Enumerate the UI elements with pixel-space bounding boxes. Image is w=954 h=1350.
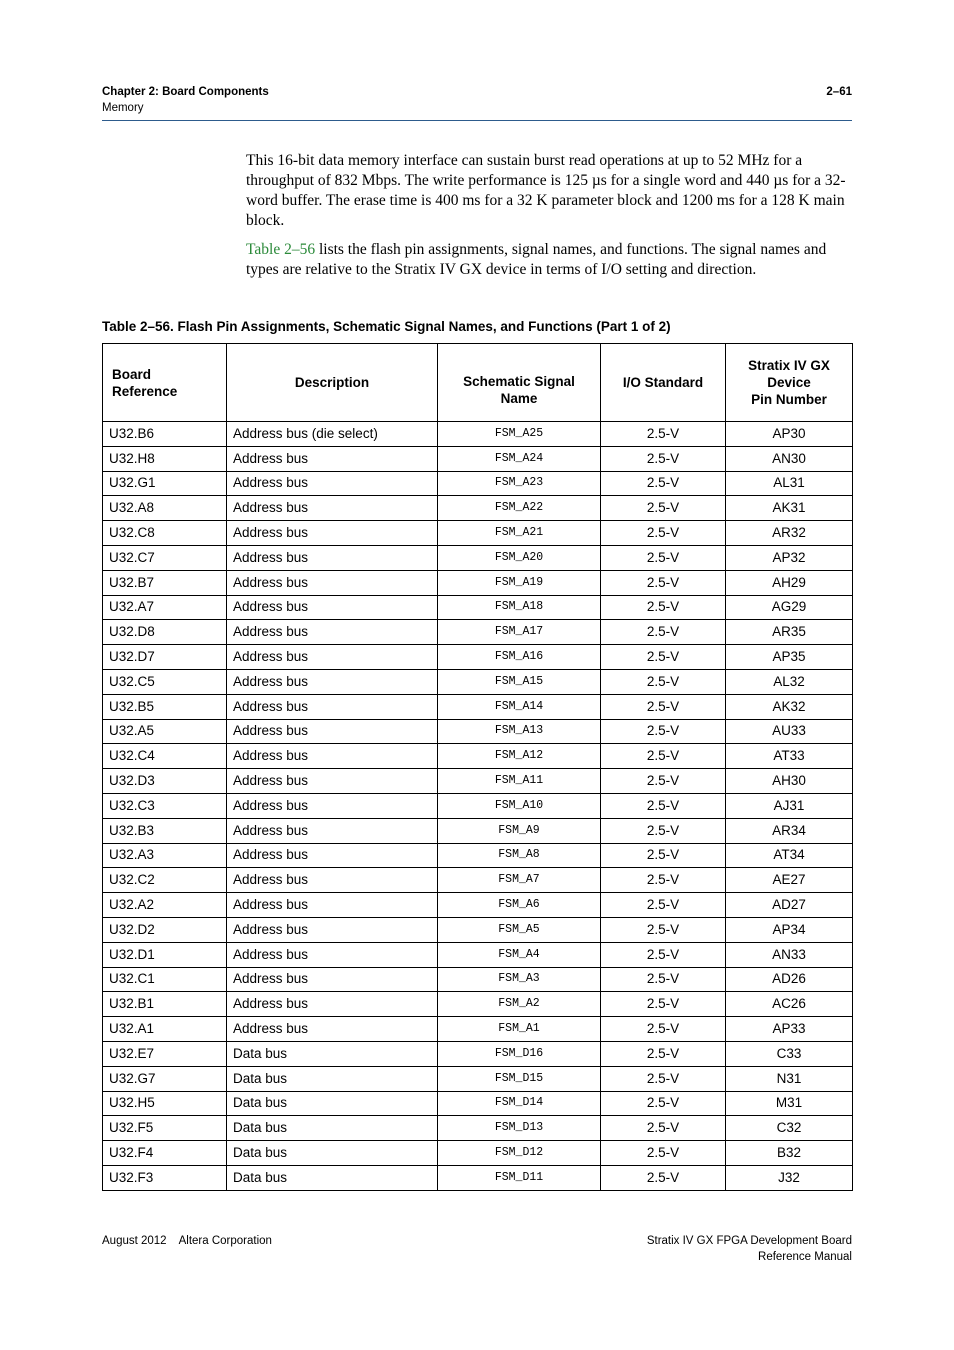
cell-board-reference: U32.A3 (103, 843, 227, 868)
column-header-board-reference: Board Reference (103, 344, 227, 422)
column-header-description: Description (227, 344, 438, 422)
table-row (103, 570, 853, 595)
cell-pin-number: AL32 (726, 669, 853, 694)
cell-io-standard: 2.5-V (601, 917, 726, 942)
cell-pin-number: J32 (726, 1165, 853, 1190)
table-cross-reference-link[interactable]: Table 2–56 (246, 241, 316, 258)
footer-left (102, 1233, 272, 1249)
cell-signal-name: FSM_A12 (438, 744, 601, 769)
body-paragraph-1: This 16-bit data memory interface can sustain burst read operations at up to 52 MHz for a throughput of 832 Mbps. The write performance is 125 µs for a single word and 440 µs for a 32-word buffer. The erase time is 400 ms for a 32 K parameter block and 1200 ms for a 128 K main block. (246, 152, 846, 229)
cell-pin-number: C32 (726, 1116, 853, 1141)
cell-description: Address bus (227, 744, 438, 769)
cell-pin-number: AU33 (726, 719, 853, 744)
cell-io-standard: 2.5-V (601, 422, 726, 447)
cell-description: Address bus (227, 620, 438, 645)
table-row (103, 1091, 853, 1116)
cell-pin-number: AC26 (726, 992, 853, 1017)
running-header (102, 84, 269, 116)
cell-io-standard: 2.5-V (601, 669, 726, 694)
cell-signal-name: FSM_A24 (438, 446, 601, 471)
cell-board-reference: U32.E7 (103, 1041, 227, 1066)
table-row (103, 1041, 853, 1066)
cell-pin-number: AK32 (726, 694, 853, 719)
table-row (103, 1165, 853, 1190)
cell-io-standard: 2.5-V (601, 1165, 726, 1190)
cell-description: Data bus (227, 1141, 438, 1166)
cell-signal-name: FSM_A13 (438, 719, 601, 744)
cell-io-standard: 2.5-V (601, 992, 726, 1017)
cell-pin-number: B32 (726, 1141, 853, 1166)
cell-board-reference: U32.F4 (103, 1141, 227, 1166)
cell-signal-name: FSM_A9 (438, 818, 601, 843)
cell-board-reference: U32.A2 (103, 893, 227, 918)
cell-description: Address bus (227, 967, 438, 992)
cell-description: Address bus (227, 545, 438, 570)
cell-description: Data bus (227, 1041, 438, 1066)
cell-io-standard: 2.5-V (601, 1091, 726, 1116)
cell-signal-name: FSM_A6 (438, 893, 601, 918)
cell-pin-number: AG29 (726, 595, 853, 620)
cell-board-reference: U32.C7 (103, 545, 227, 570)
table-row (103, 645, 853, 670)
cell-pin-number: N31 (726, 1066, 853, 1091)
body-paragraph-2 (246, 240, 852, 280)
table-row (103, 1066, 853, 1091)
cell-description: Address bus (227, 645, 438, 670)
pin-header-line-1: Stratix IV GX (748, 358, 830, 373)
cell-board-reference: U32.C3 (103, 793, 227, 818)
cell-board-reference: U32.A5 (103, 719, 227, 744)
table-row (103, 893, 853, 918)
cell-io-standard: 2.5-V (601, 446, 726, 471)
table-row (103, 942, 853, 967)
table-row (103, 1017, 853, 1042)
table-row (103, 595, 853, 620)
cell-signal-name: FSM_A19 (438, 570, 601, 595)
body-paragraph-2-text: lists the flash pin assignments, signal names, and functions. The signal names and types are relative to the Stratix IV GX device in terms of I/O setting and direction. (246, 241, 827, 278)
table-header-row (103, 344, 853, 422)
cell-signal-name: FSM_A7 (438, 868, 601, 893)
cell-board-reference: U32.A1 (103, 1017, 227, 1042)
cell-board-reference: U32.B3 (103, 818, 227, 843)
cell-io-standard: 2.5-V (601, 1017, 726, 1042)
pin-header-line-2: Device (767, 375, 811, 390)
cell-signal-name: FSM_D16 (438, 1041, 601, 1066)
cell-description: Data bus (227, 1165, 438, 1190)
table-row (103, 917, 853, 942)
cell-board-reference: U32.D1 (103, 942, 227, 967)
table-row (103, 1116, 853, 1141)
cell-signal-name: FSM_A10 (438, 793, 601, 818)
cell-io-standard: 2.5-V (601, 595, 726, 620)
cell-board-reference: U32.C8 (103, 521, 227, 546)
footer-right (647, 1233, 852, 1265)
cell-pin-number: AJ31 (726, 793, 853, 818)
cell-description: Address bus (227, 942, 438, 967)
table-body (103, 422, 853, 1191)
cell-signal-name: FSM_A16 (438, 645, 601, 670)
cell-board-reference: U32.B5 (103, 694, 227, 719)
cell-description: Address bus (227, 793, 438, 818)
cell-board-reference: U32.B1 (103, 992, 227, 1017)
cell-io-standard: 2.5-V (601, 1041, 726, 1066)
cell-description: Address bus (227, 769, 438, 794)
cell-io-standard: 2.5-V (601, 818, 726, 843)
cell-description: Address bus (227, 719, 438, 744)
cell-signal-name: FSM_A15 (438, 669, 601, 694)
table-row (103, 446, 853, 471)
cell-board-reference: U32.F5 (103, 1116, 227, 1141)
cell-io-standard: 2.5-V (601, 769, 726, 794)
cell-board-reference: U32.C1 (103, 967, 227, 992)
cell-signal-name: FSM_D15 (438, 1066, 601, 1091)
column-header-io-standard: I/O Standard (601, 344, 726, 422)
cell-pin-number: AP30 (726, 422, 853, 447)
flash-pin-table (102, 343, 853, 1191)
table-row (103, 545, 853, 570)
cell-signal-name: FSM_A1 (438, 1017, 601, 1042)
cell-description: Address bus (227, 669, 438, 694)
cell-signal-name: FSM_A23 (438, 471, 601, 496)
cell-pin-number: AL31 (726, 471, 853, 496)
cell-io-standard: 2.5-V (601, 1141, 726, 1166)
cell-board-reference: U32.D7 (103, 645, 227, 670)
cell-signal-name: FSM_A8 (438, 843, 601, 868)
cell-description: Data bus (227, 1091, 438, 1116)
cell-signal-name: FSM_A5 (438, 917, 601, 942)
pin-header-line-3: Pin Number (751, 392, 827, 407)
cell-signal-name: FSM_D14 (438, 1091, 601, 1116)
cell-pin-number: AP33 (726, 1017, 853, 1042)
cell-signal-name: FSM_A21 (438, 521, 601, 546)
table-row (103, 793, 853, 818)
table-row (103, 694, 853, 719)
footer-doc-title-line-2: Reference Manual (758, 1251, 852, 1263)
cell-pin-number: AE27 (726, 868, 853, 893)
cell-signal-name: FSM_D12 (438, 1141, 601, 1166)
cell-pin-number: AP32 (726, 545, 853, 570)
cell-io-standard: 2.5-V (601, 570, 726, 595)
cell-signal-name: FSM_A14 (438, 694, 601, 719)
cell-io-standard: 2.5-V (601, 744, 726, 769)
cell-io-standard: 2.5-V (601, 521, 726, 546)
table-row (103, 992, 853, 1017)
cell-description: Address bus (227, 521, 438, 546)
chapter-title: Chapter 2: Board Components (102, 86, 269, 98)
cell-signal-name: FSM_A2 (438, 992, 601, 1017)
table-row (103, 620, 853, 645)
cell-board-reference: U32.C2 (103, 868, 227, 893)
cell-signal-name: FSM_A25 (438, 422, 601, 447)
cell-pin-number: AK31 (726, 496, 853, 521)
footer-date: August 2012 (102, 1235, 167, 1247)
cell-description: Address bus (227, 471, 438, 496)
cell-signal-name: FSM_A11 (438, 769, 601, 794)
cell-pin-number: AD26 (726, 967, 853, 992)
cell-pin-number: AD27 (726, 893, 853, 918)
cell-io-standard: 2.5-V (601, 645, 726, 670)
cell-io-standard: 2.5-V (601, 719, 726, 744)
cell-pin-number: AR34 (726, 818, 853, 843)
cell-description: Address bus (227, 496, 438, 521)
header-divider (102, 120, 852, 121)
cell-io-standard: 2.5-V (601, 1116, 726, 1141)
cell-signal-name: FSM_D13 (438, 1116, 601, 1141)
cell-pin-number: AH30 (726, 769, 853, 794)
cell-board-reference: U32.H5 (103, 1091, 227, 1116)
cell-io-standard: 2.5-V (601, 942, 726, 967)
table-row (103, 818, 853, 843)
table-row (103, 496, 853, 521)
cell-pin-number: AT34 (726, 843, 853, 868)
cell-board-reference: U32.G7 (103, 1066, 227, 1091)
cell-pin-number: M31 (726, 1091, 853, 1116)
table-caption: Table 2–56. Flash Pin Assignments, Schematic Signal Names, and Functions (Part 1 of 2) (102, 319, 671, 334)
table-row (103, 719, 853, 744)
cell-board-reference: U32.C4 (103, 744, 227, 769)
cell-io-standard: 2.5-V (601, 496, 726, 521)
cell-description: Address bus (227, 917, 438, 942)
cell-io-standard: 2.5-V (601, 843, 726, 868)
cell-io-standard: 2.5-V (601, 868, 726, 893)
cell-pin-number: C33 (726, 1041, 853, 1066)
table-row (103, 868, 853, 893)
table-row (103, 769, 853, 794)
cell-description: Address bus (227, 992, 438, 1017)
cell-signal-name: FSM_A22 (438, 496, 601, 521)
cell-pin-number: AR35 (726, 620, 853, 645)
page-number: 2–61 (826, 86, 852, 98)
cell-description: Address bus (227, 694, 438, 719)
cell-board-reference: U32.G1 (103, 471, 227, 496)
cell-description: Data bus (227, 1116, 438, 1141)
cell-description: Address bus (227, 868, 438, 893)
cell-description: Address bus (227, 446, 438, 471)
cell-description: Address bus (227, 843, 438, 868)
cell-description: Address bus (227, 818, 438, 843)
cell-board-reference: U32.A7 (103, 595, 227, 620)
cell-description: Address bus (227, 570, 438, 595)
cell-board-reference: U32.C5 (103, 669, 227, 694)
cell-io-standard: 2.5-V (601, 893, 726, 918)
column-header-pin-number (726, 344, 853, 422)
section-title: Memory (102, 102, 144, 114)
cell-pin-number: AP35 (726, 645, 853, 670)
footer-doc-title-line-1: Stratix IV GX FPGA Development Board (646, 1235, 852, 1247)
table-row (103, 521, 853, 546)
cell-io-standard: 2.5-V (601, 1066, 726, 1091)
table-row (103, 1141, 853, 1166)
cell-pin-number: AR32 (726, 521, 853, 546)
cell-io-standard: 2.5-V (601, 793, 726, 818)
cell-pin-number: AT33 (726, 744, 853, 769)
cell-io-standard: 2.5-V (601, 967, 726, 992)
cell-io-standard: 2.5-V (601, 694, 726, 719)
cell-signal-name: FSM_A20 (438, 545, 601, 570)
cell-description: Address bus (227, 893, 438, 918)
cell-description: Address bus (227, 595, 438, 620)
cell-board-reference: U32.D2 (103, 917, 227, 942)
cell-board-reference: U32.F3 (103, 1165, 227, 1190)
cell-signal-name: FSM_A3 (438, 967, 601, 992)
cell-board-reference: U32.B7 (103, 570, 227, 595)
cell-description: Data bus (227, 1066, 438, 1091)
column-header-signal-name: Schematic Signal Name (438, 344, 601, 422)
cell-description: Address bus (227, 1017, 438, 1042)
cell-io-standard: 2.5-V (601, 471, 726, 496)
table-row (103, 967, 853, 992)
cell-description: Address bus (die select) (227, 422, 438, 447)
table-row (103, 843, 853, 868)
cell-pin-number: AH29 (726, 570, 853, 595)
table-row (103, 744, 853, 769)
cell-signal-name: FSM_D11 (438, 1165, 601, 1190)
cell-board-reference: U32.H8 (103, 446, 227, 471)
table-row (103, 422, 853, 447)
table-row (103, 669, 853, 694)
cell-board-reference: U32.A8 (103, 496, 227, 521)
cell-signal-name: FSM_A18 (438, 595, 601, 620)
cell-board-reference: U32.B6 (103, 422, 227, 447)
cell-board-reference: U32.D8 (103, 620, 227, 645)
table-row (103, 471, 853, 496)
cell-io-standard: 2.5-V (601, 545, 726, 570)
cell-board-reference: U32.D3 (103, 769, 227, 794)
cell-signal-name: FSM_A17 (438, 620, 601, 645)
footer-company: Altera Corporation (178, 1235, 272, 1247)
cell-signal-name: FSM_A4 (438, 942, 601, 967)
cell-io-standard: 2.5-V (601, 620, 726, 645)
cell-pin-number: AP34 (726, 917, 853, 942)
cell-pin-number: AN30 (726, 446, 853, 471)
cell-pin-number: AN33 (726, 942, 853, 967)
